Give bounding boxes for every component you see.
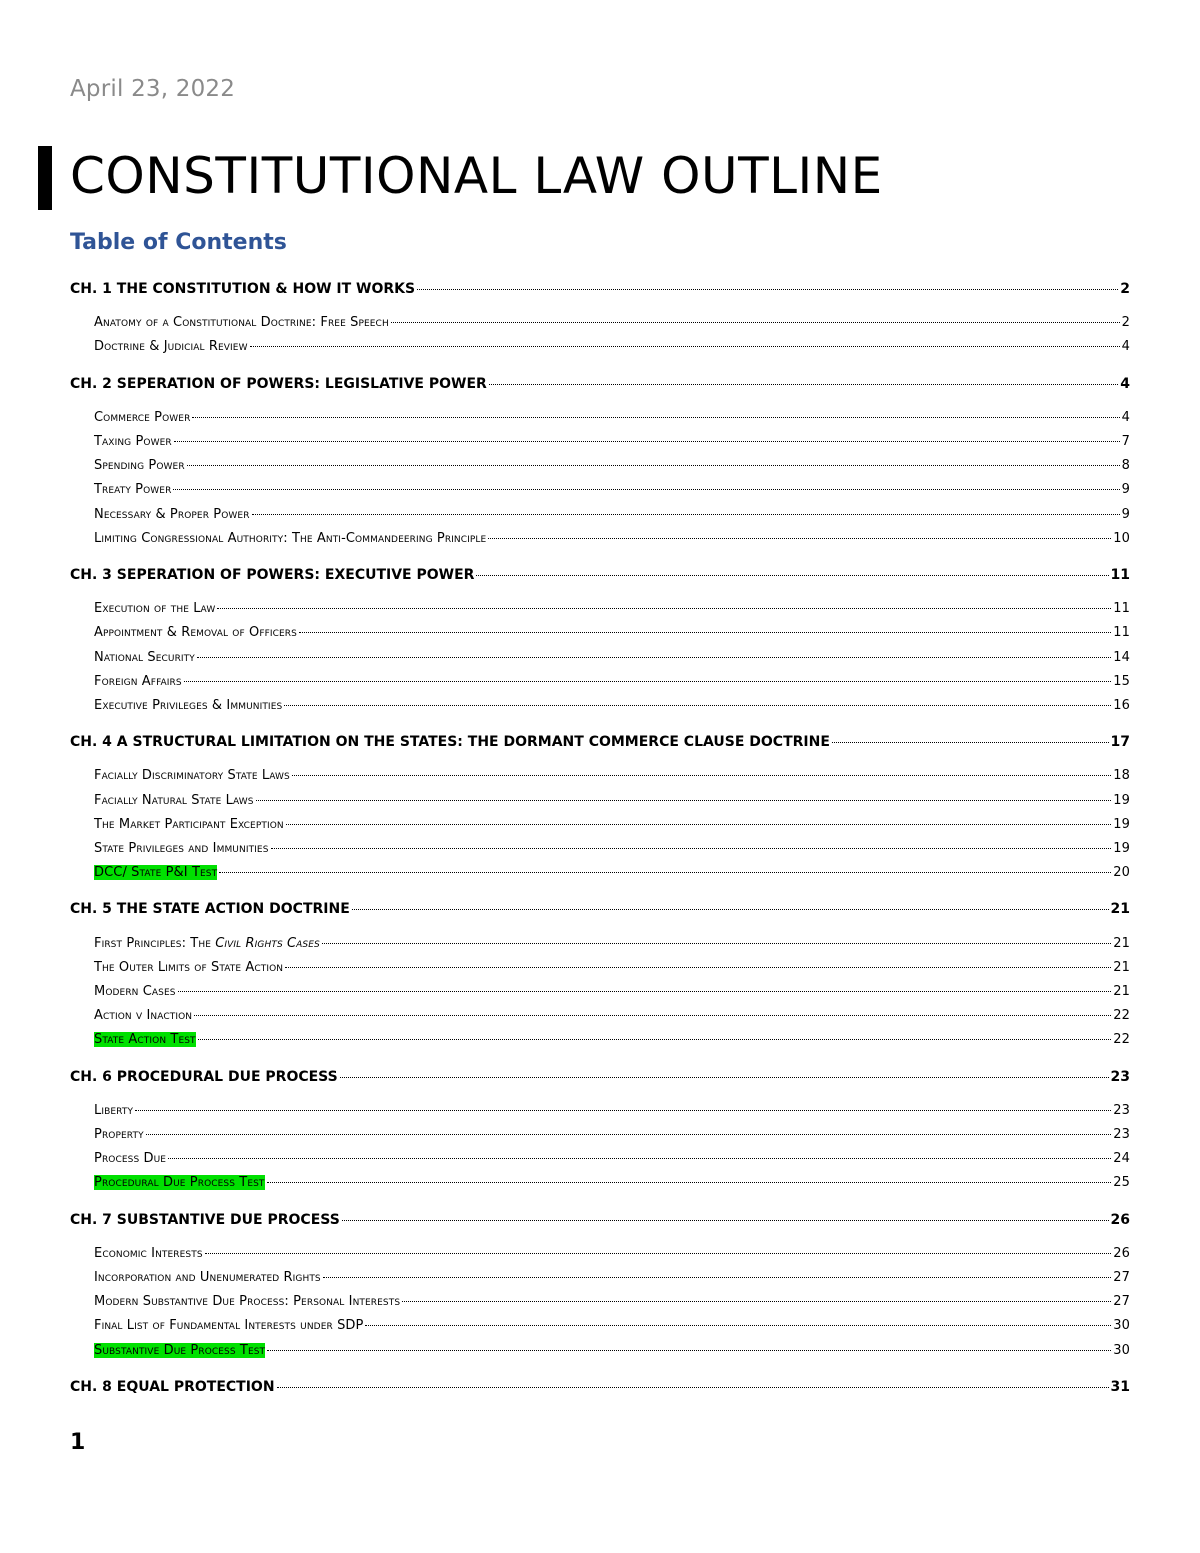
- toc-section-entry[interactable]: [94, 933, 1130, 951]
- toc-chapter-entry[interactable]: [70, 1209, 1130, 1228]
- toc-entry-page: 7: [1121, 434, 1130, 449]
- toc-section-entry[interactable]: [94, 528, 1130, 546]
- toc-section-entry[interactable]: [94, 671, 1130, 689]
- toc-dot-leader: [250, 333, 1120, 347]
- toc-entry-page: 2: [1121, 315, 1130, 331]
- toc-entry-page: 18: [1113, 768, 1130, 784]
- toc-entry-page: 21: [1110, 901, 1130, 918]
- toc-section-entry[interactable]: [94, 598, 1130, 616]
- toc-entry-label: National Security: [94, 649, 195, 665]
- toc-dot-leader: [168, 1145, 1111, 1159]
- toc-entry-page: 25: [1113, 1175, 1130, 1191]
- toc-dot-leader: [271, 835, 1112, 849]
- toc-entry-page: 26: [1113, 1245, 1130, 1261]
- toc-entry-label: Commerce Power: [94, 409, 191, 425]
- toc-dot-leader: [174, 428, 1120, 442]
- toc-dot-leader: [277, 1373, 1109, 1388]
- toc-entry-page: 30: [1113, 1318, 1130, 1334]
- toc-dot-leader: [322, 930, 1111, 944]
- toc-dot-leader: [267, 1169, 1112, 1183]
- toc-section-entry[interactable]: [94, 1340, 1130, 1358]
- toc-dot-leader: [217, 595, 1111, 609]
- toc-entry-page: 27: [1113, 1270, 1130, 1285]
- toc-section-entry[interactable]: [94, 479, 1130, 497]
- toc-entry-label: Action v Inaction: [94, 1008, 193, 1024]
- toc-entry-page: 27: [1113, 1294, 1130, 1310]
- toc-entry-label: CH. 4 A STRUCTURAL LIMITATION ON THE STATES: THE DORMANT COMMERCE CLAUSE DOCTRINE: [70, 734, 830, 751]
- toc-section-entry[interactable]: [94, 1005, 1130, 1023]
- toc-entry-page: 23: [1110, 1068, 1130, 1085]
- toc-entry-label: The Market Participant Exception: [94, 816, 284, 832]
- toc-dot-leader: [340, 1063, 1109, 1078]
- toc-dot-leader: [476, 561, 1108, 576]
- toc-dot-leader: [173, 476, 1119, 490]
- toc-entry-page: 21: [1113, 984, 1130, 999]
- toc-entry-page: 9: [1121, 506, 1130, 522]
- toc-entry-label: Doctrine & Judicial Review: [94, 339, 248, 355]
- toc-dot-leader: [323, 1264, 1112, 1278]
- toc-section-entry[interactable]: [94, 765, 1130, 783]
- toc-section-entry[interactable]: [94, 312, 1130, 330]
- toc-entry-label: CH. 1 THE CONSTITUTION & HOW IT WORKS: [70, 281, 416, 297]
- toc-entry-label: Executive Privileges & Immunities: [94, 698, 283, 713]
- toc-entry-label: State Privileges and Immunities: [94, 841, 269, 856]
- toc-entry-label: Facially Natural State Laws: [94, 792, 254, 808]
- toc-chapter-entry[interactable]: [70, 898, 1130, 917]
- toc-section-entry[interactable]: [94, 1243, 1130, 1261]
- toc-entry-label: Process Due: [94, 1151, 167, 1167]
- toc-dot-leader: [205, 1240, 1112, 1254]
- toc-entry-label: CH. 3 SEPERATION OF POWERS: EXECUTIVE POWER: [70, 567, 475, 583]
- toc-dot-leader: [198, 1026, 1112, 1040]
- toc-entry-label: CH. 6 PROCEDURAL DUE PROCESS: [70, 1068, 338, 1085]
- toc-entry-page: 17: [1110, 734, 1130, 751]
- toc-entry-page: 11: [1113, 625, 1130, 641]
- toc-dot-leader: [146, 1121, 1112, 1135]
- toc-heading: Table of Contents: [70, 230, 287, 255]
- toc-dot-leader: [292, 762, 1111, 776]
- toc-section-entry[interactable]: [94, 695, 1130, 713]
- toc-section-entry[interactable]: [94, 455, 1130, 473]
- toc-section-entry[interactable]: [94, 981, 1130, 999]
- toc-entry-page: 15: [1113, 673, 1130, 689]
- toc-entry-label: Execution of the Law: [94, 601, 216, 617]
- toc-section-entry[interactable]: [94, 1100, 1130, 1118]
- toc-entry-page: 30: [1113, 1342, 1130, 1358]
- toc-dot-leader: [184, 668, 1112, 682]
- toc-dot-leader: [488, 525, 1111, 539]
- toc-entry-page: 19: [1113, 841, 1130, 856]
- toc-dot-leader: [194, 1002, 1111, 1016]
- toc-dot-leader: [192, 404, 1119, 418]
- toc-chapter-entry[interactable]: [70, 373, 1130, 392]
- toc-section-entry[interactable]: [94, 622, 1130, 640]
- toc-entry-label: Property: [94, 1127, 144, 1142]
- toc-entry-label: CH. 2 SEPERATION OF POWERS: LEGISLATIVE POWER: [70, 375, 487, 392]
- toc-entry-label: Limiting Congressional Authority: The Anti-Commandeering Principle: [94, 530, 487, 546]
- toc-entry-page: 11: [1110, 567, 1130, 583]
- toc-entry-label: Appointment & Removal of Officers: [94, 625, 297, 641]
- toc-chapter-entry[interactable]: [70, 731, 1130, 750]
- toc-section-entry[interactable]: [94, 336, 1130, 354]
- toc-entry-label: Modern Substantive Due Process: Personal Interests: [94, 1294, 401, 1310]
- toc-entry-page: 26: [1110, 1211, 1130, 1228]
- toc-chapter-entry[interactable]: [70, 1376, 1130, 1395]
- toc-entry-page: 22: [1113, 1032, 1130, 1048]
- toc-entry-label: Final List of Fundamental Interests under SDP: [94, 1318, 364, 1334]
- toc-entry-label: Economic Interests: [94, 1245, 203, 1261]
- toc-section-entry[interactable]: [94, 1172, 1130, 1190]
- toc-entry-label: Treaty Power: [94, 482, 172, 498]
- toc-entry-page: 19: [1113, 792, 1130, 808]
- toc-chapter-entry[interactable]: [70, 1066, 1130, 1085]
- toc-section-entry[interactable]: [94, 1291, 1130, 1309]
- toc-dot-leader: [284, 692, 1111, 706]
- toc-dot-leader: [299, 619, 1111, 633]
- toc-entry-page: 16: [1113, 698, 1130, 713]
- toc-dot-leader: [417, 275, 1118, 290]
- toc-dot-leader: [187, 452, 1120, 466]
- toc-section-entry[interactable]: [94, 407, 1130, 425]
- toc-dot-leader: [391, 309, 1120, 323]
- toc-entry-label: Incorporation and Unenumerated Rights: [94, 1270, 321, 1285]
- toc-entry-label: First Principles: The Civil Rights Cases: [94, 935, 320, 951]
- toc-section-entry[interactable]: [94, 1315, 1130, 1333]
- toc-entry-page: 2: [1120, 281, 1130, 297]
- toc-entry-page: 20: [1113, 865, 1130, 881]
- toc-dot-leader: [352, 895, 1109, 910]
- toc-dot-leader: [832, 728, 1109, 743]
- toc-dot-leader: [286, 811, 1112, 825]
- toc-entry-label: Taxing Power: [94, 434, 172, 449]
- toc-section-entry[interactable]: [94, 1148, 1130, 1166]
- toc-section-entry[interactable]: [94, 1124, 1130, 1142]
- toc-entry-label: Facially Discriminatory State Laws: [94, 768, 290, 784]
- page-number: 1: [70, 1430, 86, 1455]
- toc-chapter-entry[interactable]: [70, 278, 1130, 297]
- toc-section-entry[interactable]: [94, 1029, 1130, 1047]
- toc-dot-leader: [135, 1097, 1111, 1111]
- toc-dot-leader: [365, 1312, 1111, 1326]
- toc-dot-leader: [252, 501, 1120, 515]
- toc-section-entry[interactable]: [94, 862, 1130, 880]
- toc-dot-leader: [178, 978, 1112, 992]
- toc-section-entry[interactable]: [94, 957, 1130, 975]
- toc-entry-page: 22: [1113, 1008, 1130, 1024]
- toc-dot-leader: [342, 1206, 1109, 1221]
- toc-entry-page: 4: [1121, 339, 1130, 355]
- toc-entry-label: Foreign Affairs: [94, 673, 182, 689]
- toc-entry-page: 24: [1113, 1151, 1130, 1167]
- toc-section-entry[interactable]: [94, 431, 1130, 449]
- toc-entry-label: State Action Test: [94, 1032, 196, 1048]
- document-title: CONSTITUTIONAL LAW OUTLINE: [70, 147, 883, 205]
- toc-dot-leader: [219, 859, 1111, 873]
- toc-dot-leader: [402, 1288, 1111, 1302]
- toc-entry-label: Liberty: [94, 1102, 134, 1118]
- toc-entry-label: Substantive Due Process Test: [94, 1342, 266, 1358]
- toc-section-entry[interactable]: [94, 1267, 1130, 1285]
- toc-entry-page: 8: [1121, 458, 1130, 474]
- toc-entry-label: Procedural Due Process Test: [94, 1175, 265, 1191]
- toc-entry-page: 4: [1120, 375, 1130, 392]
- toc-entry-label: CH. 8 EQUAL PROTECTION: [70, 1378, 275, 1395]
- toc-dot-leader: [489, 370, 1118, 385]
- toc-entry-page: 23: [1113, 1127, 1130, 1142]
- toc-entry-page: 14: [1113, 649, 1130, 665]
- toc-entry-label: CH. 7 SUBSTANTIVE DUE PROCESS: [70, 1211, 340, 1228]
- toc-dot-leader: [267, 1337, 1111, 1351]
- toc-entry-page: 21: [1113, 959, 1130, 975]
- toc-entry-page: 19: [1113, 816, 1130, 832]
- toc-dot-leader: [285, 954, 1111, 968]
- toc-entry-label: CH. 5 THE STATE ACTION DOCTRINE: [70, 901, 350, 918]
- toc-entry-page: 9: [1121, 482, 1130, 498]
- toc-entry-label: Necessary & Proper Power: [94, 506, 250, 522]
- toc-entry-page: 4: [1121, 409, 1130, 425]
- toc-entry-page: 23: [1113, 1102, 1130, 1118]
- toc-dot-leader: [256, 787, 1112, 801]
- title-accent-bar: [38, 146, 52, 210]
- toc-entry-label: Spending Power: [94, 458, 185, 474]
- toc-section-entry[interactable]: [94, 838, 1130, 856]
- toc-entry-page: 11: [1113, 601, 1130, 617]
- toc-chapter-entry[interactable]: [70, 564, 1130, 583]
- toc-section-entry[interactable]: [94, 790, 1130, 808]
- toc-dot-leader: [197, 644, 1111, 658]
- toc-entry-label: The Outer Limits of State Action: [94, 959, 284, 975]
- toc-entry-page: 10: [1113, 530, 1130, 546]
- toc-entry-page: 21: [1113, 935, 1130, 951]
- toc-entry-page: 31: [1110, 1378, 1130, 1395]
- toc-entry-label: DCC/ State P&I Test: [94, 865, 218, 881]
- toc-entry-label: Anatomy of a Constitutional Doctrine: Free Speech: [94, 315, 389, 331]
- toc-section-entry[interactable]: [94, 504, 1130, 522]
- document-date: April 23, 2022: [70, 76, 236, 102]
- toc-entry-label: Modern Cases: [94, 984, 176, 999]
- toc-section-entry[interactable]: [94, 647, 1130, 665]
- toc-entry-label-italic: Civil Rights Cases: [215, 935, 320, 951]
- toc-section-entry[interactable]: [94, 814, 1130, 832]
